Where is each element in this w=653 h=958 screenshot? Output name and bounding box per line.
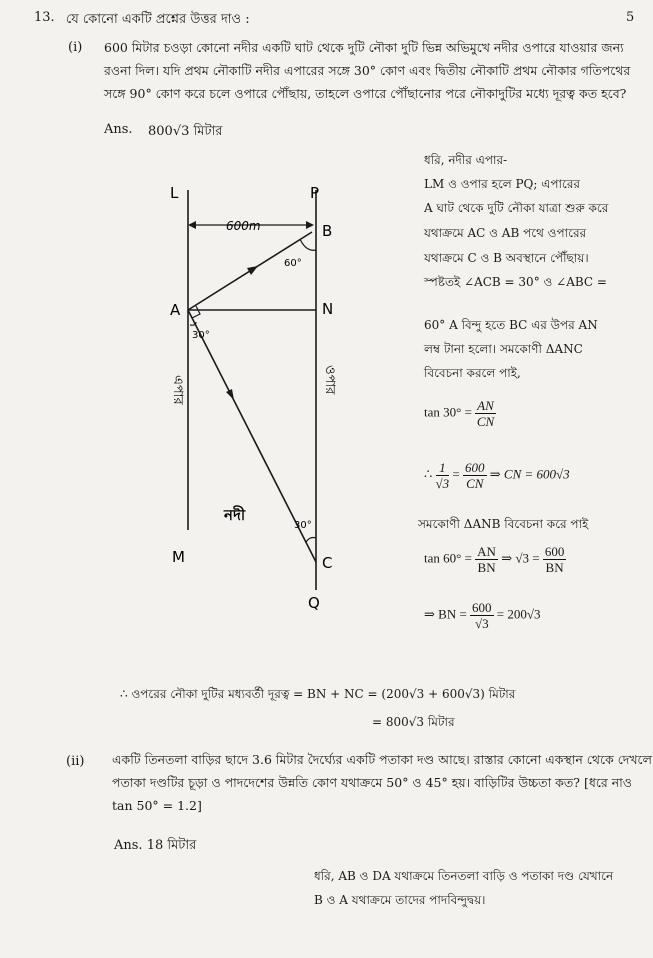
angle-c-arc <box>306 538 316 543</box>
conclusion-line-2: = 800√3 মিটার <box>372 715 455 729</box>
width-arrow-left-head <box>188 221 196 229</box>
equation-cn: ∴ $\frac{1}{√3}$ = $\frac{600}{CN}$ ⇒ CN = 600√3 <box>424 460 570 491</box>
eq1-fraction: $\frac{AN}{CN}$ <box>476 398 495 429</box>
eq4-result: = 200√3 <box>496 606 541 622</box>
label-c: C <box>322 554 333 572</box>
part-ii-question-line: tan 50° = 1.2] <box>112 798 202 813</box>
equation-tan30 <box>424 398 496 429</box>
part-i-answer-prefix: Ans. <box>104 122 133 137</box>
part-i-label: (i) <box>68 40 83 55</box>
equation-tan60 <box>424 544 566 575</box>
question-number: 13. <box>34 10 55 25</box>
label-m: M <box>172 548 185 566</box>
instruction: যে কোনো একটি প্রশ্নের উত্তর দাও : <box>66 12 250 27</box>
label-a: A <box>170 301 181 319</box>
part-ii-question-line: একটি তিনতলা বাড়ির ছাদে 3.6 মিটার দৈর্ঘ্যের একটি পতাকা দণ্ড আছে। রাস্তার কোনো একস্থান থেকে দেখলে <box>112 752 652 767</box>
solution-line: LM ও ওপার হলে PQ; এপারের <box>424 177 581 191</box>
right-angle-mark <box>192 306 200 318</box>
eq2-result: ⇒ CN = 600√3 <box>489 466 570 482</box>
part-ii-label: (ii) <box>66 754 85 769</box>
eq3-fraction-left: $\frac{AN}{BN}$ <box>477 544 496 575</box>
solution-line: 60° A বিন্দু হতে BC এর উপর AN <box>424 318 598 332</box>
eq4-lhs: ⇒ BN = <box>424 606 467 622</box>
solution-line: A ঘাট থেকে দুটি নৌকা যাত্রা শুরু করে <box>424 201 609 215</box>
label-river: নদী <box>224 506 246 524</box>
angle-b-arc <box>300 239 316 250</box>
path-ab-arrow-head <box>247 266 258 275</box>
path-ac-arrow-head <box>226 389 234 400</box>
width-arrow-right-head <box>306 221 314 229</box>
label-near-bank: এপার <box>170 375 185 405</box>
part-ii-question-line: পতাকা দণ্ডটির চূড়া ও পাদদেশের উন্নতি কোণ যথাক্রমে 50° ও 45° হয়। বাড়িটির উচ্চতা কত? [ধরে নাও <box>112 775 633 790</box>
solution-line: যথাক্রমে C ও B অবস্থানে পৌঁছায়। <box>424 251 589 265</box>
river-diagram <box>150 180 390 620</box>
part-i-question-line: রওনা দিল। যদি প্রথম নৌকাটি নদীর এপারের সঙ্গে 30° কোণ এবং দ্বিতীয় নৌকাটি প্রথম নৌকার গতিপথের <box>104 63 631 78</box>
label-angle-a: 30° <box>192 330 210 341</box>
solution-line: লম্ব টানা হলো। সমকোণী ΔANC <box>424 342 583 356</box>
eq2-therefore: ∴ <box>424 466 433 482</box>
label-b: B <box>322 222 333 240</box>
eq3-lhs: tan 60° = <box>424 550 472 566</box>
conclusion-line-1: ∴ ওপরের নৌকা দুটির মধ্যবর্তী দূরত্ব = BN + NC = (200√3 + 600√3) মিটার <box>120 687 516 701</box>
part-ii-answer: Ans. 18 মিটার <box>114 838 197 853</box>
part-ii-solution-line: B ও A যথাক্রমে তাদের পাদবিন্দুদ্বয়। <box>314 893 486 907</box>
equation-bn <box>424 600 541 631</box>
solution-line: বিবেচনা করলে পাই, <box>424 366 521 380</box>
solution-line: স্পষ্টতই ∠ACB = 30° ও ∠ABC = <box>424 275 607 289</box>
label-n: N <box>322 300 334 318</box>
solution-line: ধরি, নদীর এপার- <box>424 153 508 167</box>
eq2-fraction-right: $\frac{600}{CN}$ <box>465 460 485 491</box>
eq1-lhs: tan 30° = <box>424 404 472 420</box>
label-width: 600m <box>226 219 261 233</box>
part-i-question-line: 600 মিটার চওড়া কোনো নদীর একটি ঘাট থেকে দুটি নৌকা দুটি ভিন্ন অভিমুখে নদীর ওপারে যাওয়ার জন্য <box>104 40 624 55</box>
label-angle-c: 30° <box>294 520 312 531</box>
eq3-mid: ⇒ √3 = <box>501 550 540 566</box>
page-number: 5 <box>626 10 635 25</box>
part-i-question-line: সঙ্গে 90° কোণ করে চলে ওপারে পৌঁছায়, তাহলে ওপারে পৌঁছানোর পরে নৌকাদুটির মধ্যে দূরত্ব কত হবে? <box>104 86 627 101</box>
solution-line: যথাক্রমে AC ও AB পথে ওপারের <box>424 226 587 240</box>
eq3-fraction-right: $\frac{600}{BN}$ <box>544 544 565 575</box>
part-ii-solution-line: ধরি, AB ও DA যথাক্রমে তিনতলা বাড়ি ও পতাকা দণ্ড যেখানে <box>314 869 614 883</box>
label-p: P <box>310 184 320 202</box>
label-q: Q <box>308 594 320 612</box>
eq2-fraction-left: $\frac{1}{√3}$ <box>435 460 450 491</box>
part-i-answer-value: 800√3 মিটার <box>148 124 223 139</box>
label-far-bank: ওপার <box>322 365 337 395</box>
triangle-anb-text: সমকোণী ΔANB বিবেচনা করে পাই <box>418 517 589 531</box>
eq4-fraction: $\frac{600}{√3}$ <box>472 600 492 631</box>
label-l: L <box>170 184 179 202</box>
label-angle-b: 60° <box>284 258 302 269</box>
